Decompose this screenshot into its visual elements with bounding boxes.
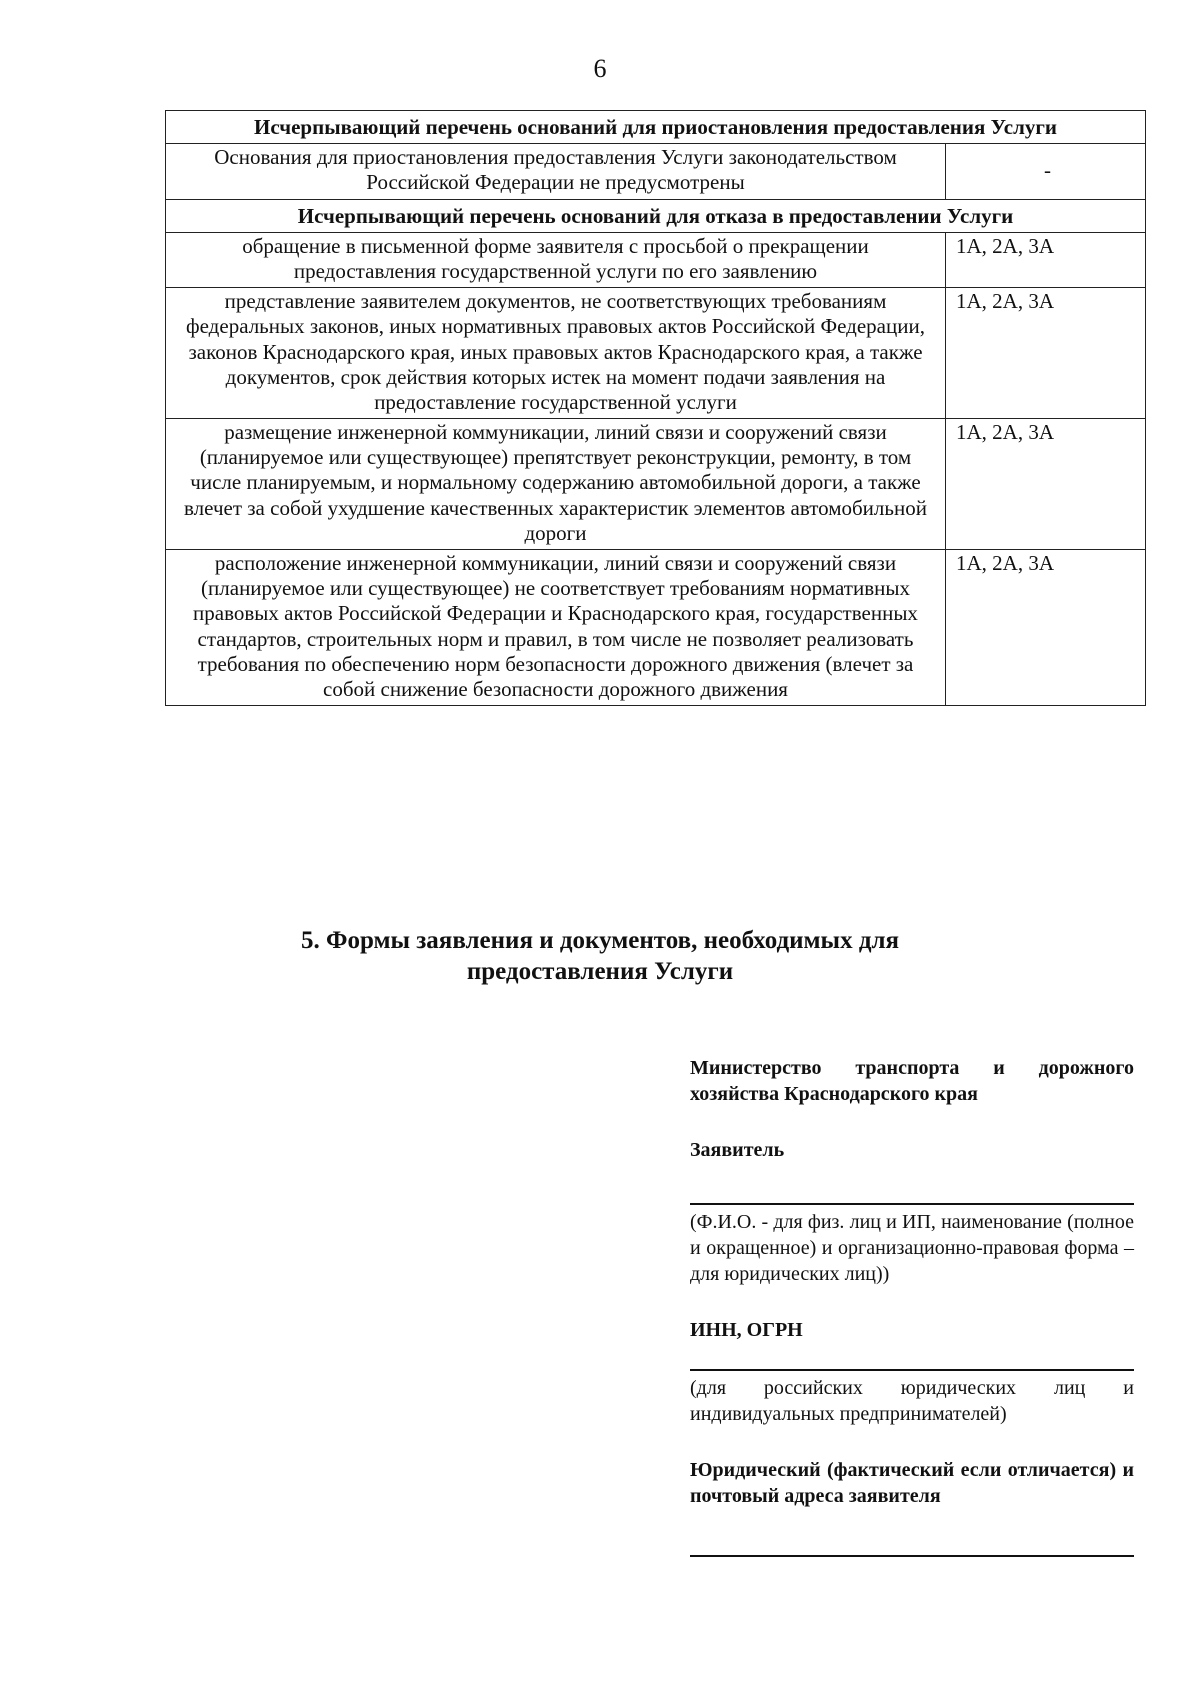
table-row xyxy=(166,144,1146,199)
refusal-reason: расположение инженерной коммуникации, линий связи и сооружений связи (планируемое или существующее) не соответствует требованиям нормативных правовых актов Российской Федерации и Краснодарского края, государственных стандартов, строительных норм и правил, в том числе не позволяет реализовать требования по обеспечению норм безопасности дорожного движения (влечет за собой снижение безопасности дорожного движения xyxy=(166,550,946,706)
refusal-reason: обращение в письменной форме заявителя с просьбой о прекращении предоставления государственной услуги по его заявлению xyxy=(166,232,946,287)
refusal-reason: представление заявителем документов, не соответствующих требованиям федеральных законов, иных нормативных правовых актов Российской Федерации, законов Краснодарского края, иных правовых актов Краснодарского края, а также документов, срок действия которых истек на момент подачи заявления на предоставление государственной услуги xyxy=(166,288,946,419)
refusal-header-row xyxy=(166,199,1146,232)
table-row xyxy=(166,232,1146,287)
inn-label: ИНН, ОГРН xyxy=(690,1319,803,1341)
table-row xyxy=(166,288,1146,419)
suspension-header-row xyxy=(166,111,1146,144)
suspension-reason: Основания для приостановления предоставления Услуги законодательством Российской Федерации не предусмотрены xyxy=(166,144,946,199)
refusal-codes: 1А, 2А, 3А xyxy=(946,550,1146,706)
table-row xyxy=(166,419,1146,550)
suspension-codes: - xyxy=(946,144,1146,199)
refusal-codes: 1А, 2А, 3А xyxy=(946,288,1146,419)
inn-hint: (для российских юридических лиц и индивидуальных предпринимателей) xyxy=(690,1377,1134,1425)
applicant-hint: (Ф.И.О. - для физ. лиц и ИП, наименование (полное и окращенное) и организационно-правовая форма – для юридических лиц)) xyxy=(690,1211,1134,1285)
page-number: 6 xyxy=(593,54,607,83)
refusal-header: Исчерпывающий перечень оснований для отказа в предоставлении Услуги xyxy=(166,199,1146,232)
refusal-reason: размещение инженерной коммуникации, линий связи и сооружений связи (планируемое или существующее) препятствует реконструкции, ремонту, в том числе планируемым, и нормальному содержанию автомобильной дороги, а также влечет за собой ухудшение качественных характеристик элементов автомобильной дороги xyxy=(166,419,946,550)
applicant-line xyxy=(690,1203,1134,1205)
suspension-header: Исчерпывающий перечень оснований для приостановления предоставления Услуги xyxy=(166,111,1146,144)
grounds-table xyxy=(165,110,1146,706)
section-title: 5. Формы заявления и документов, необходимых для предоставления Услуги xyxy=(300,927,900,986)
inn-line xyxy=(690,1369,1134,1371)
applicant-label: Заявитель xyxy=(690,1139,785,1161)
address-label: Юридический (фактический если отличается) и почтовый адреса заявителя xyxy=(690,1459,1134,1507)
refusal-codes: 1А, 2А, 3А xyxy=(946,232,1146,287)
address-line xyxy=(690,1555,1134,1557)
addressee: Министерство транспорта и дорожного хозяйства Краснодарского края xyxy=(690,1057,1134,1105)
refusal-codes: 1А, 2А, 3А xyxy=(946,419,1146,550)
application-form-header xyxy=(690,1055,1134,1557)
table-row xyxy=(166,550,1146,706)
